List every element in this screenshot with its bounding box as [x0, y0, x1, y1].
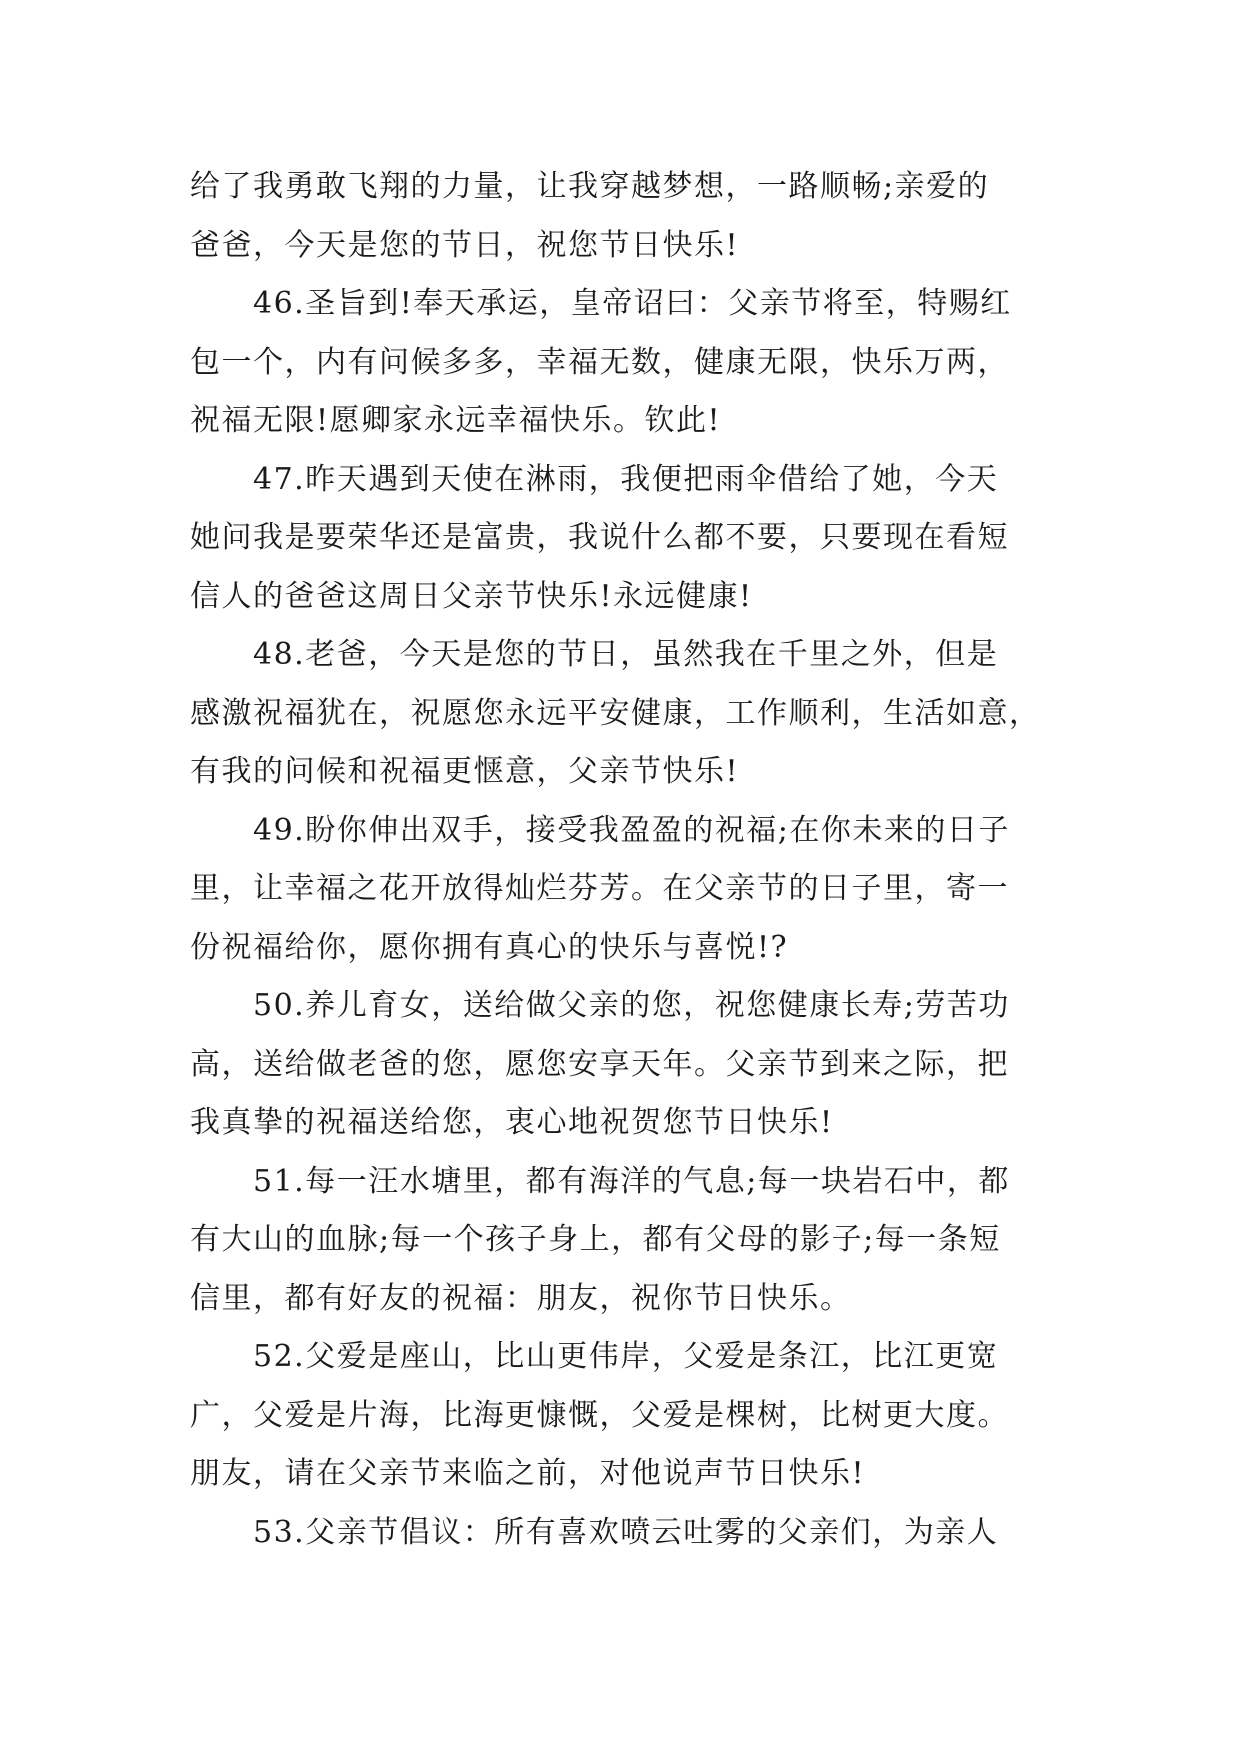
document-body — [190, 158, 1060, 1562]
text-line: 份祝福给你，愿你拥有真心的快乐与喜悦!? — [190, 929, 789, 965]
text-line: 有大山的血脉;每一个孩子身上，都有父母的影子;每一条短 — [190, 1222, 1001, 1257]
text-line: 包一个，内有问候多多，幸福无数，健康无限，快乐万两， — [190, 344, 1009, 380]
text-line: 我真挚的祝福送给您，衷心地祝贺您节日快乐! — [190, 1105, 834, 1140]
text-line: 里，让幸福之花开放得灿烂芬芳。在父亲节的日子里，寄一 — [190, 871, 1009, 906]
text-line: 信人的爸爸这周日父亲节快乐!永远健康! — [190, 578, 753, 614]
text-line: 高，送给做老爸的您，愿您安享天年。父亲节到来之际，把 — [190, 1046, 1009, 1082]
text-line: 她问我是要荣华还是富贵，我说什么都不要，只要现在看短 — [190, 520, 1009, 555]
text-line: 有我的问候和祝福更惬意，父亲节快乐! — [190, 754, 740, 789]
text-line: 广，父爱是片海，比海更慷慨，父爱是棵树，比树更大度。 — [190, 1397, 1009, 1433]
paragraph-start-46: 46.圣旨到!奉天承运，皇帝诏曰：父亲节将至，特赐红 — [253, 286, 1012, 321]
paragraph-start-49: 49.盼你伸出双手，接受我盈盈的祝福;在你未来的日子 — [253, 812, 1010, 848]
text-line: 祝福无限!愿卿家永远幸福快乐。钦此! — [190, 403, 722, 438]
paragraph-start-52: 52.父爱是座山，比山更伟岸，父爱是条江，比江更宽 — [253, 1339, 999, 1374]
paragraph-start-48: 48.老爸，今天是您的节日，虽然我在千里之外，但是 — [253, 637, 999, 672]
text-line: 朋友，请在父亲节来临之前，对他说声节日快乐! — [190, 1456, 866, 1491]
text-line: 爸爸，今天是您的节日，祝您节日快乐! — [190, 227, 740, 263]
text-line: 信里，都有好友的祝福：朋友，祝你节日快乐。 — [190, 1280, 852, 1316]
paragraph-start-51: 51.每一汪水塘里，都有海洋的气息;每一块岩石中，都 — [253, 1163, 1010, 1199]
text-line: 给了我勇敢飞翔的力量，让我穿越梦想，一路顺畅;亲爱的 — [190, 169, 990, 204]
paragraph-start-47: 47.昨天遇到天使在淋雨，我便把雨伞借给了她，今天 — [253, 461, 999, 497]
text-line: 感激祝福犹在，祝愿您永远平安健康，工作顺利，生活如意， — [190, 695, 1041, 731]
paragraph-start-53: 53.父亲节倡议：所有喜欢喷云吐雾的父亲们，为亲人 — [253, 1514, 999, 1550]
paragraph-start-50: 50.养儿育女，送给做父亲的您，祝您健康长寿;劳苦功 — [253, 988, 1010, 1023]
